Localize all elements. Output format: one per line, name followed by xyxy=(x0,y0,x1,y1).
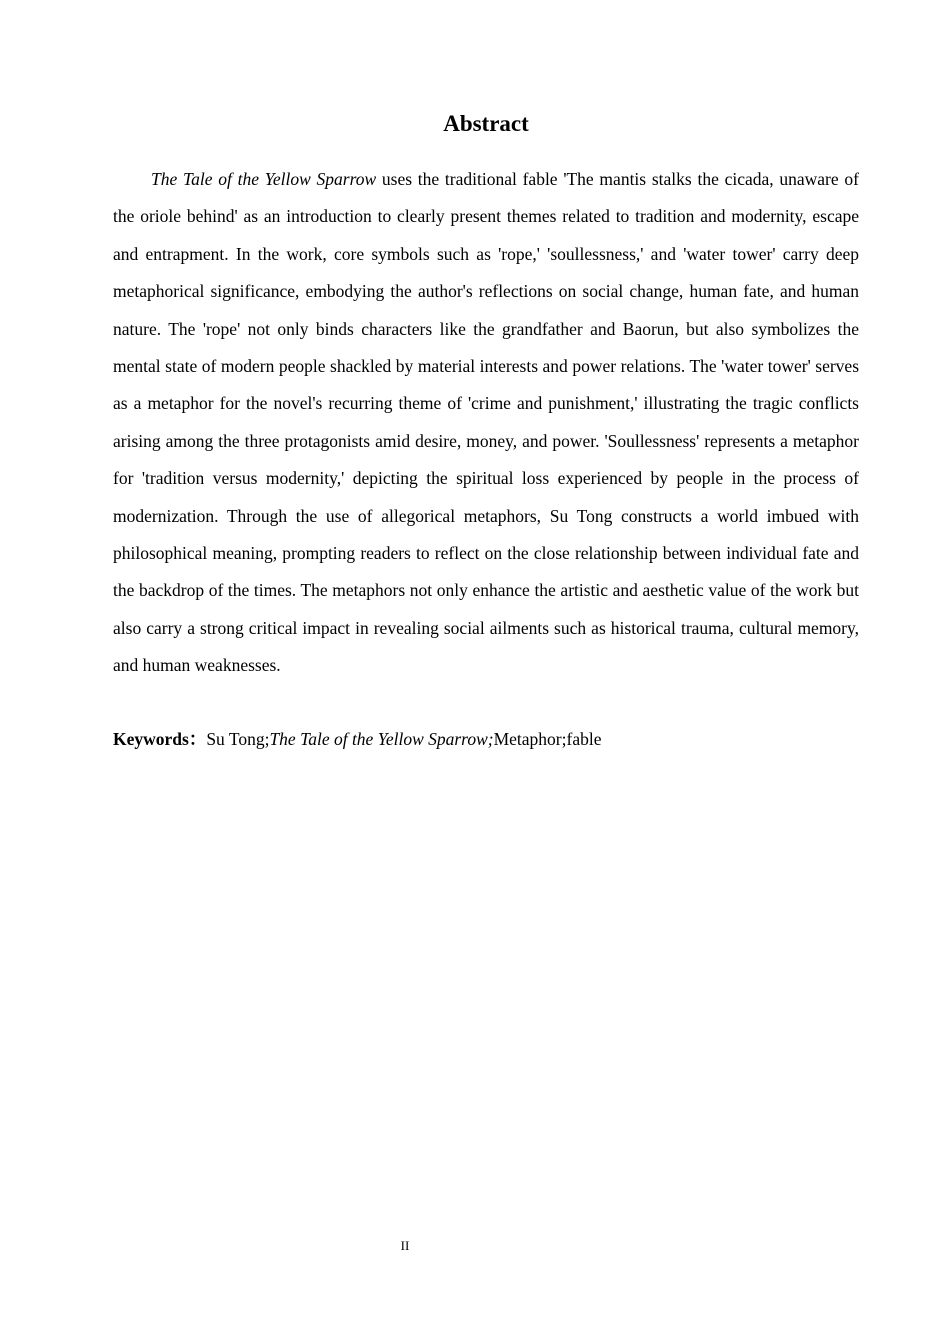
abstract-book-title: The Tale of the Yellow Sparrow xyxy=(151,169,377,189)
abstract-text: uses the traditional fable 'The mantis stalks the cicada, unaware of the oriole behind' as an introduction to clearly present themes related to tradition and modernity, escape and entrapment. In the work, core symbols such as 'rope,' 'soullessness,' and 'water tower' carry deep metaphorical significance, embodying the author's reflections on social change, human fate, and human nature. The 'rope' not only binds characters like the grandfather and Baorun, but also symbolizes the mental state of modern people shackled by material interests and power relations. The 'water tower' serves as a metaphor for the novel's recurring theme of 'crime and punishment,' illustrating the tragic conflicts arising among the three protagonists amid desire, money, and power. 'Soullessness' represents a metaphor for 'tradition versus modernity,' depicting the spiritual loss experienced by people in the process of modernization. Through the use of allegorical metaphors, Su Tong constructs a world imbued with philosophical meaning, prompting readers to reflect on the close relationship between individual fate and the backdrop of the times. The metaphors not only enhance the artistic and aesthetic value of the work but also carry a strong critical impact in revealing social ailments such as historical trauma, cultural memory, and human weaknesses. xyxy=(113,169,859,676)
keyword-su-tong: Su Tong; xyxy=(206,729,270,749)
keyword-book-title: The Tale of the Yellow Sparrow; xyxy=(269,729,494,749)
abstract-title: Abstract xyxy=(443,111,529,136)
page-number: II xyxy=(400,1238,410,1253)
keywords-line xyxy=(113,721,859,758)
keyword-metaphor-fable: Metaphor;fable xyxy=(493,729,602,749)
abstract-paragraph xyxy=(113,161,859,685)
keywords-label: Keywords： xyxy=(113,729,207,749)
